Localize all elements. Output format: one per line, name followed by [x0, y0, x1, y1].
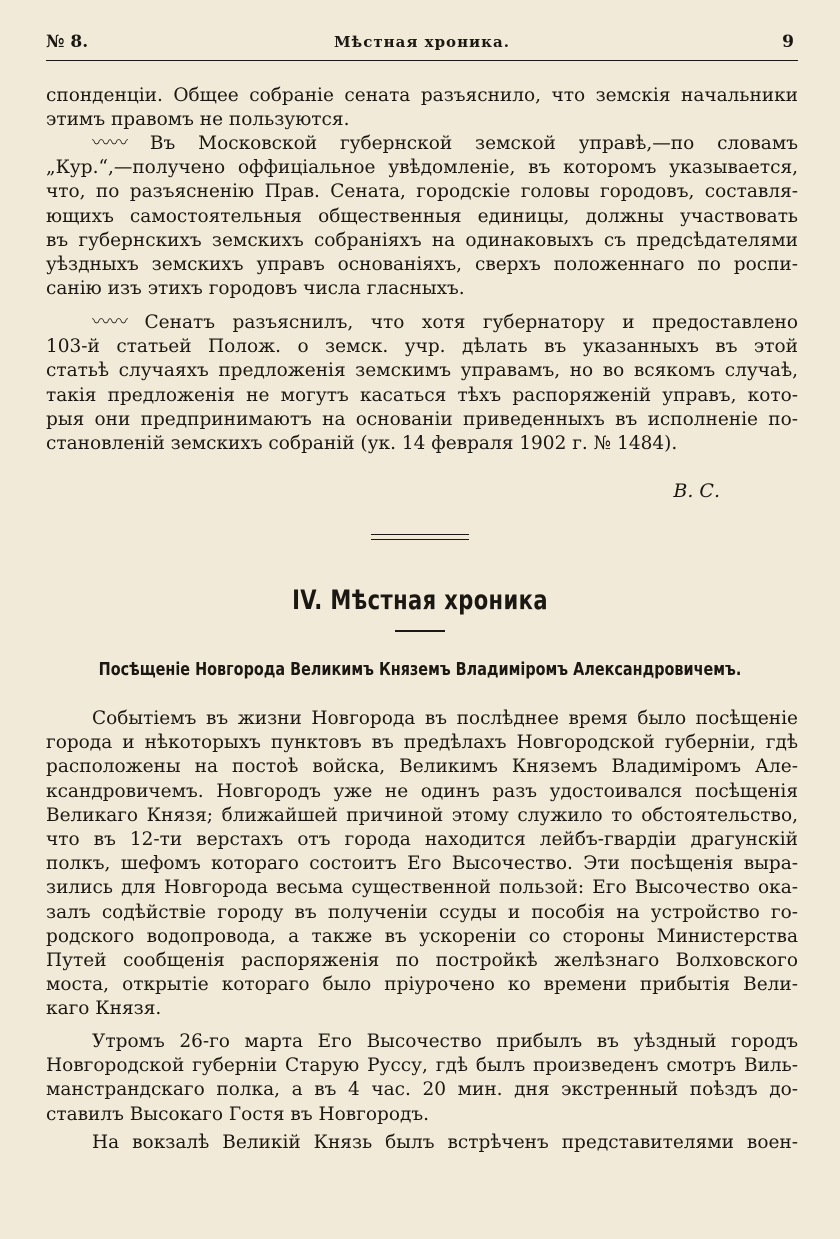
text-line: Великаго Князя; ближайшей причиной этому служило то обстоятельство, — [46, 804, 798, 826]
text-line: рыя они предпринимаютъ на основаніи приведенныхъ въ исполненіе по- — [46, 408, 798, 430]
text-line: города и нѣкоторыхъ пунктовъ въ предѣлахъ Новгородской губерніи, гдѣ — [46, 732, 798, 754]
paragraph-vokzal — [46, 1131, 798, 1155]
text-line: манстрандскаго полка, а въ 4 час. 20 мин. дня экстренный поѣздъ до- — [46, 1079, 798, 1101]
text-line-content: Въ Московской губернской земской управѣ,—по словамъ — [149, 133, 798, 154]
text-line: такія предложенія не могутъ касаться тѣхъ распоряженій управъ, кото- — [46, 384, 798, 406]
text-line: 103-й статьей Полож. о земск. учр. дѣлать въ указанныхъ въ этой — [46, 336, 798, 358]
running-title: Мѣстная хроника. — [334, 33, 510, 51]
text-line: „Кур.“,—получено оффиціальное увѣдомленіе, въ которомъ указывается, — [46, 157, 798, 179]
article-subtitle: Посѣщеніе Новгорода Великимъ Княземъ Владиміромъ Александровичемъ. — [98, 659, 742, 680]
page-number: 9 — [782, 32, 794, 52]
text-line: родского водопровода, а также въ ускореніи со стороны Министерства — [46, 925, 798, 947]
title-underline — [395, 630, 445, 632]
text-line: что въ 12-ти верстахъ отъ города находится лейбъ-гвардіи драгунскій — [46, 828, 798, 850]
text-line — [46, 311, 798, 335]
text-line: ксандровичемъ. Новгородъ уже не одинъ разъ удостоивался посѣщенія — [46, 780, 798, 802]
text-line: статьѣ случаяхъ предложенія земскимъ управамъ, но во всякомъ случаѣ, — [46, 360, 798, 382]
paragraph-moscow-uprava — [46, 132, 798, 301]
text-line: полкъ, шефомъ которагo состоитъ Его Высочество. Эти посѣщенія выра- — [46, 853, 798, 875]
text-line: залъ содѣйствіе городу въ полученіи ссуды и пособія на устройство го- — [46, 901, 798, 923]
text-line: санію изъ этихъ городовъ числа гласныхъ. — [46, 278, 465, 300]
text-line: Путей сообщенія распоряженія по постройкѣ желѣзнаго Волховского — [46, 949, 798, 971]
section-title: IV. Мѣстная хроника — [292, 585, 548, 616]
text-line: Событіемъ въ жизни Новгорода въ послѣднее время было посѣщеніе — [92, 708, 798, 729]
text-line: спонденціи. Общее собраніе сената разъяснило, что земскія начальники — [46, 85, 798, 106]
text-line — [46, 132, 798, 156]
wave-marker-icon: 〰〰 — [92, 312, 128, 333]
text-line: На вокзалѣ Великій Князь былъ встрѣченъ представителями воен- — [92, 1132, 798, 1153]
paragraph-visit-intro — [46, 707, 798, 1021]
text-line: уѣздныхъ земскихъ управъ основаніяхъ, сверхъ положеннаго по роспи- — [46, 253, 798, 275]
text-line: Утромъ 26-го марта Его Высочество прибылъ въ уѣздный городъ — [92, 1031, 798, 1052]
text-line: Новгородской губерніи Старую Руссу, гдѣ былъ произведенъ смотръ Виль- — [46, 1055, 798, 1077]
wave-marker-icon: 〰〰 — [92, 133, 128, 154]
text-line: расположены на постоѣ войска, Великимъ Княземъ Владиміромъ Але- — [46, 756, 798, 778]
text-line: каго Князя. — [46, 998, 162, 1020]
issue-number: № 8. — [46, 32, 89, 52]
paragraph-senate-continuation — [46, 84, 798, 132]
text-line: ющихъ самостоятельныя общественныя единицы, должны участвовать — [46, 205, 798, 227]
text-line: моста, открытіе котораго было пріурочено ко времени прибытія Вели- — [46, 974, 798, 996]
text-line: становленій земскихъ собраній (ук. 14 февраля 1902 г. № 1484). — [46, 432, 678, 454]
text-line: что, по разъясненію Прав. Сената, городскіе головы городовъ, составля- — [46, 181, 798, 203]
text-line: этимъ правомъ не пользуются. — [46, 109, 350, 131]
running-header — [46, 30, 798, 61]
text-line: зились для Новгорода весьма существенной пользой: Его Высочество ока- — [46, 877, 798, 899]
text-line-content: Сенатъ разъяснилъ, что хотя губернатору и предоставлено — [144, 312, 798, 333]
paragraph-march-26 — [46, 1030, 798, 1127]
paragraph-senate-governor — [46, 311, 798, 456]
text-line: въ губернскихъ земскихъ собраніяхъ на одинаковыхъ съ предсѣдателями — [46, 229, 798, 251]
text-line: ставилъ Высокаго Гостя въ Новгородъ. — [46, 1103, 430, 1125]
author-signature: В. С. — [673, 480, 720, 502]
section-divider — [371, 534, 469, 540]
